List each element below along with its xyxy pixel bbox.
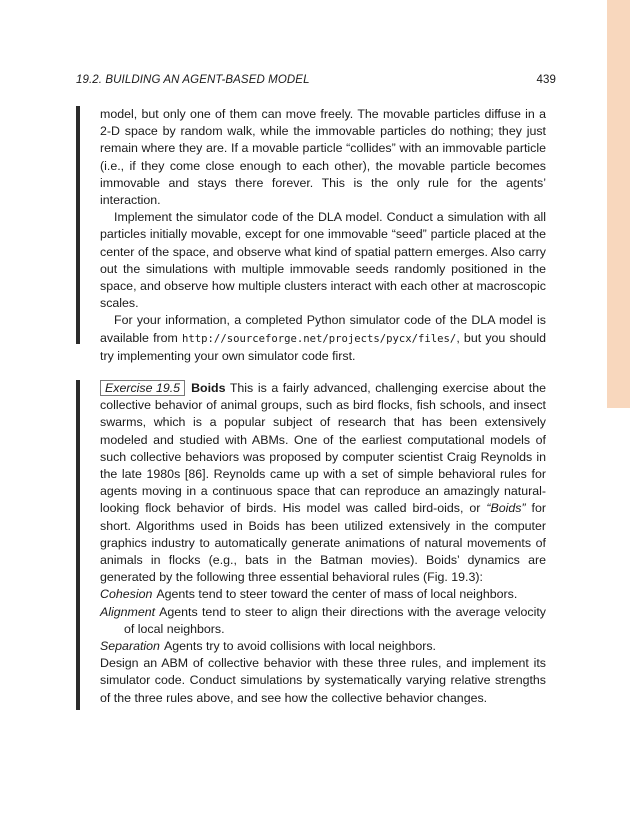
running-header (76, 74, 556, 90)
rule-term: Alignment (100, 604, 156, 619)
rule-alignment (100, 604, 546, 638)
rule-term: Cohesion (100, 587, 153, 602)
side-tab (607, 0, 630, 408)
exercise-intro (100, 380, 546, 586)
paragraph: model, but only one of them can move freely. The movable particles diffuse in a 2-D space by random walk, while the immovable particles do nothing; they just remain where they are. If a movable particle “collides” with an immovable particle (i.e., if they come close enough to each other), the movable particle becomes immovable and stays there forever. This is the only rule for the agents’ interaction. (100, 107, 546, 208)
exercise-title: Boids (191, 381, 226, 395)
exercise-19-5-block (76, 380, 546, 707)
rule-text: Agents tend to steer toward the center of mass of local neighbors. (156, 587, 518, 602)
rule-term: Separation (100, 639, 160, 654)
exercise-text (100, 380, 546, 707)
exercise-bar (76, 106, 80, 344)
exercise-continuation-block (76, 106, 546, 365)
design-paragraph: Design an ABM of collective behavior with these three rules, and implement its simulator code. Conduct simulations by systematically varying relative strengths of the three rules above, and see how the collective behavior changes. (100, 656, 546, 705)
rule-separation (100, 638, 546, 655)
rule-cohesion (100, 586, 546, 603)
paragraph (100, 312, 546, 365)
rule-text: Agents try to avoid collisions with local neighbors. (163, 639, 436, 654)
rule-text: Agents tend to steer to align their directions with the average velocity of local neighbors. (124, 604, 546, 636)
exercise-bar (76, 380, 80, 710)
paragraph-text: , but you should try implementing your own simulator code first. (100, 330, 546, 363)
exercise-label: Exercise 19.5 (100, 380, 185, 396)
url-link[interactable]: http://sourceforge.net/projects/pycx/files/ (182, 332, 457, 345)
intro-text: for short. Algorithms used in Boids has been utilized extensively in the computer graphics industry to automatically generate animations of natural movements of animals in flocks (e.g., bats in the Batman movies). Boids’ dynamics are generated by the following three essential behavioral rules (Fig. 19.3): (100, 501, 546, 585)
exercise-continuation-text (100, 106, 546, 365)
section-title: 19.2. BUILDING AN AGENT-BASED MODEL (76, 74, 310, 86)
intro-text: This is a fairly advanced, challenging exercise about the collective behavior of animal groups, such as bird flocks, fish schools, and insect swarms, which is a popular subject of research that has been extensively modeled and studied with ABMs. One of the earliest computational models of such collective behaviors was proposed by computer scientist Craig Reynolds in the late 1980s [86]. Reynolds came up with a set of simple behavioral rules for agents moving in a continuous space that can reproduce an amazingly natural-looking flock behavior of birds. His model was called bird-oids, or (100, 381, 546, 516)
page-number: 439 (536, 74, 556, 86)
boids-term: “Boids” (486, 501, 526, 516)
paragraph-text: For your information, a completed Python simulator code of the DLA model is available from (100, 313, 546, 345)
paragraph: Implement the simulator code of the DLA model. Conduct a simulation with all particles initially movable, except for one immovable “seed” particle placed at the center of the space, and observe what kind of spatial pattern emerges. Also carry out the simulations with multiple immovable seeds randomly positioned in the space, and observe how multiple clusters interact with each other at macroscopic scales. (100, 210, 546, 311)
